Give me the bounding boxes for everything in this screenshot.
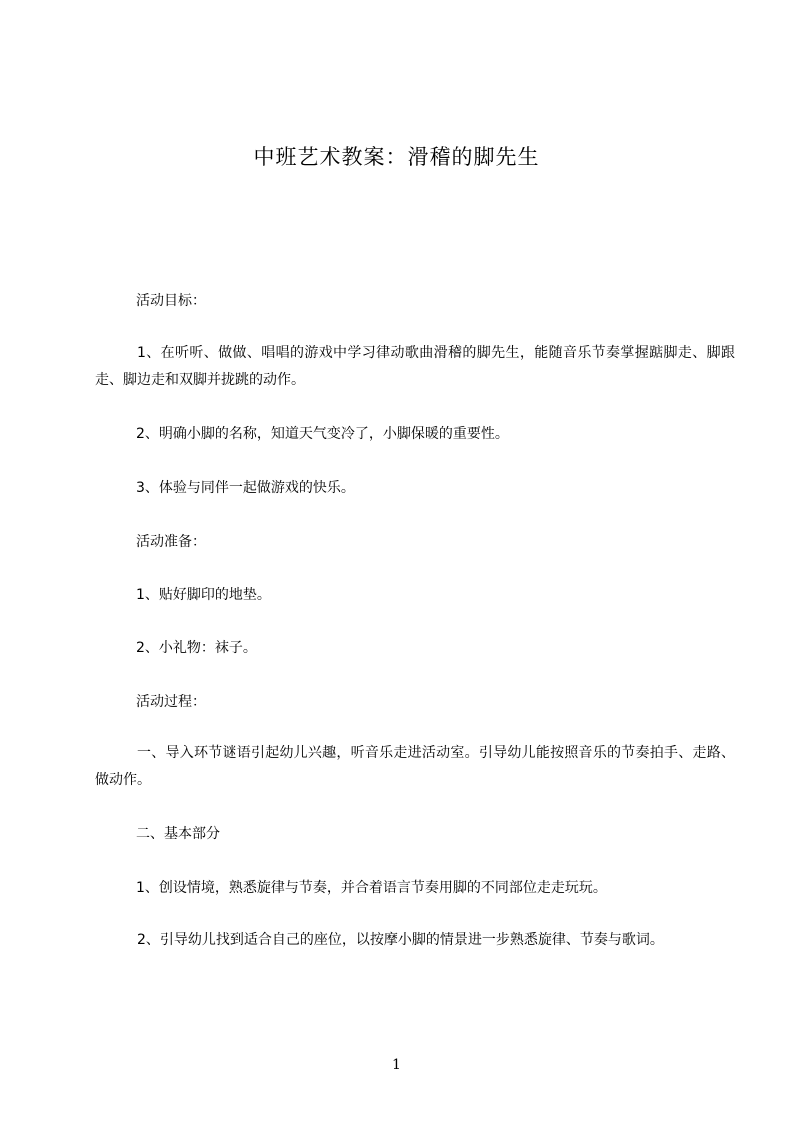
section-heading-objectives: 活动目标： [136,293,206,309]
section-heading-main-part: 二、基本部分 [136,826,220,842]
paragraph-preparation-2: 2、小礼物：袜子。 [136,640,257,656]
page-number: 1 [392,1057,401,1073]
paragraph-main-part-2: 2、引导幼儿找到适合自己的座位，以按摩小脚的情景进一步熟悉旋律、节奏与歌词。 [137,932,664,948]
section-heading-preparation: 活动准备： [136,534,206,550]
paragraph-objective-2: 2、明确小脚的名称，知道天气变冷了，小脚保暖的重要性。 [136,426,509,442]
paragraph-process-intro: 一、导入环节谜语引起幼儿兴趣，听音乐走进活动室。引导幼儿能按照音乐的节奏拍手、走路、做动作。 [95,745,735,788]
document-title: 中班艺术教案：滑稽的脚先生 [253,145,540,169]
paragraph-main-part-1: 1、创设情境，熟悉旋律与节奏，并合着语言节奏用脚的不同部位走走玩玩。 [136,880,607,896]
section-heading-process: 活动过程： [136,694,206,710]
paragraph-objective-1: 1、在听听、做做、唱唱的游戏中学习律动歌曲滑稽的脚先生，能随音乐节奏掌握踮脚走、脚跟走、脚边走和双脚并拢跳的动作。 [95,345,735,388]
paragraph-preparation-1: 1、贴好脚印的地垫。 [136,587,271,603]
paragraph-objective-3: 3、体验与同伴一起做游戏的快乐。 [136,480,355,496]
